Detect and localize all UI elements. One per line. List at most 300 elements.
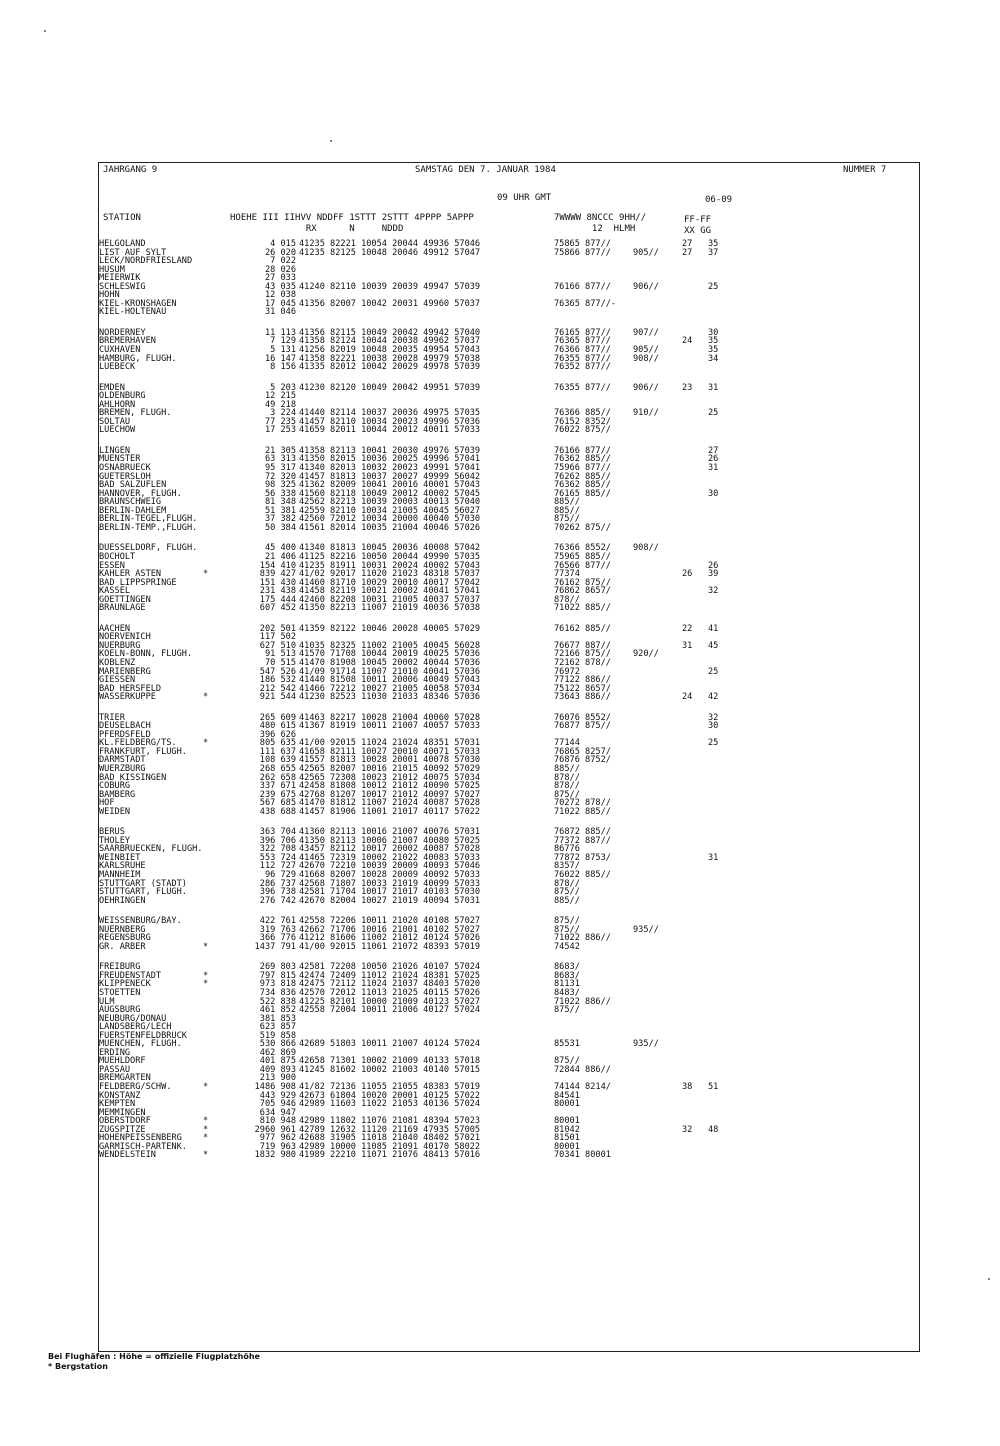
extra-groups: 77872 8753/ bbox=[554, 852, 611, 863]
station-name: DARMSTADT bbox=[99, 755, 146, 766]
synop-column-header: HOEHE III IIHVV NDDFF 1STTT 2STTT 4PPPP 5APPP bbox=[230, 213, 474, 223]
extra-groups: 74542 bbox=[554, 941, 580, 952]
extra-groups: 878// bbox=[554, 878, 580, 889]
synop-groups: 42570 72012 11013 21025 40115 57026 bbox=[299, 988, 481, 999]
wind-ff: 32 bbox=[682, 1124, 693, 1135]
station-name: BOCHOLT bbox=[99, 551, 136, 562]
extra-groups-2: 905// bbox=[633, 345, 659, 356]
extra-groups: 85531 bbox=[554, 1039, 580, 1050]
table-row bbox=[99, 409, 919, 418]
station-name: KOBLENZ bbox=[99, 657, 136, 668]
station-name: FELDBERG/SCHW. bbox=[99, 1082, 172, 1093]
synop-groups: 41659 82011 10044 20012 40011 57033 bbox=[299, 425, 481, 436]
extra-groups: 72844 886// bbox=[554, 1064, 611, 1075]
table-row bbox=[99, 862, 919, 871]
synop-groups: 41340 81813 10045 20036 40008 57042 bbox=[299, 543, 481, 554]
table-row bbox=[99, 524, 919, 533]
wind-gg: 25 bbox=[708, 738, 719, 749]
extra-column-subheader: 12 HLMH bbox=[554, 224, 636, 234]
synop-groups: 41/02 92017 11020 21023 48318 57037 bbox=[299, 569, 481, 580]
extra-groups: 875// bbox=[554, 887, 580, 898]
extra-groups: 878// bbox=[554, 772, 580, 783]
station-name: KL.FELDBERG/TS. bbox=[99, 738, 177, 749]
extra-groups: 80001 bbox=[554, 1099, 580, 1110]
station-name: LUEBECK bbox=[99, 362, 136, 373]
synop-groups: 41570 71708 10044 20019 40025 57036 bbox=[299, 649, 481, 660]
height-station-id: 51 381 bbox=[264, 505, 296, 516]
table-row bbox=[99, 570, 919, 579]
synop-groups: 43457 82112 10017 20002 40087 57028 bbox=[299, 844, 481, 855]
extra-groups: 76677 887// bbox=[554, 640, 611, 651]
wind-gg: 32 bbox=[708, 712, 719, 723]
height-station-id: 7 129 bbox=[270, 336, 296, 347]
extra-groups: 81042 bbox=[554, 1124, 580, 1135]
synop-groups: 41/00 92015 11024 21024 48351 57031 bbox=[299, 738, 481, 749]
table-row bbox=[99, 544, 919, 553]
station-name: MANNHEIM bbox=[99, 870, 141, 880]
station-name: OLDENBURG bbox=[99, 391, 146, 402]
table-row bbox=[99, 604, 919, 613]
station-name: BREMGARTEN bbox=[99, 1073, 151, 1084]
table-row bbox=[99, 998, 919, 1007]
station-name: ESSEN bbox=[99, 560, 125, 571]
wind-gg: 39 bbox=[708, 569, 719, 580]
synop-groups: 41/00 92015 11061 21072 48393 57019 bbox=[299, 941, 481, 952]
mountain-marker: * bbox=[203, 1082, 209, 1093]
extra-groups: 875// bbox=[554, 924, 580, 935]
height-station-id: 443 929 bbox=[259, 1090, 296, 1101]
station-name: ZUGSPITZE bbox=[99, 1124, 146, 1135]
scan-speck bbox=[330, 140, 332, 142]
synop-groups: 41245 81602 10002 21003 40140 57015 bbox=[299, 1064, 481, 1075]
synop-groups: 42789 12632 11120 21169 47935 57005 bbox=[299, 1124, 481, 1135]
height-station-id: 111 637 bbox=[259, 746, 296, 757]
synop-groups: 41440 81508 10011 20006 40049 57043 bbox=[299, 675, 481, 686]
mountain-marker: * bbox=[203, 979, 209, 990]
synop-groups: 41458 82119 10021 20002 40041 57041 bbox=[299, 586, 481, 597]
height-station-id: 3 224 bbox=[270, 408, 296, 419]
extra-groups: 76972 bbox=[554, 666, 580, 677]
scan-speck bbox=[988, 1278, 990, 1280]
table-row bbox=[99, 1143, 919, 1152]
synop-groups: 41235 82125 10048 20046 49912 57047 bbox=[299, 247, 481, 258]
station-name: LINGEN bbox=[99, 445, 131, 456]
extra-groups: 75866 877// bbox=[554, 247, 611, 258]
table-row bbox=[99, 731, 919, 740]
height-station-id: 98 325 bbox=[264, 480, 296, 491]
station-group bbox=[99, 714, 919, 817]
height-station-id: 186 532 bbox=[259, 675, 296, 686]
station-group bbox=[99, 544, 919, 612]
extra-groups: 73643 886// bbox=[554, 692, 611, 703]
table-row bbox=[99, 668, 919, 677]
table-row bbox=[99, 490, 919, 499]
synop-groups: 41457 81906 11001 21017 40117 57022 bbox=[299, 806, 481, 817]
synop-groups: 41557 81813 10028 20001 40078 57030 bbox=[299, 755, 481, 766]
height-station-id: 49 218 bbox=[264, 399, 296, 410]
height-station-id: 634 947 bbox=[259, 1107, 296, 1118]
station-name: FREIBURG bbox=[99, 962, 141, 973]
extra-groups: 77144 bbox=[554, 738, 580, 749]
height-station-id: 553 724 bbox=[259, 852, 296, 863]
height-station-id: 519 858 bbox=[259, 1030, 296, 1041]
station-name: KAHLER ASTEN bbox=[99, 569, 162, 580]
station-name: BAD LIPPSPRINGE bbox=[99, 577, 177, 588]
station-name: WENDELSTEIN bbox=[99, 1150, 156, 1161]
synop-groups: 41358 82124 10044 20038 49962 57037 bbox=[299, 336, 481, 347]
table-row bbox=[99, 756, 919, 765]
observation-time: 09 UHR GMT bbox=[497, 193, 552, 203]
extra-groups: 8683/ bbox=[554, 962, 580, 973]
station-name: BAD HERSFELD bbox=[99, 683, 162, 694]
height-station-id: 607 452 bbox=[259, 603, 296, 614]
height-station-id: 95 317 bbox=[264, 463, 296, 474]
synop-groups: 41440 82114 10037 20036 49975 57035 bbox=[299, 408, 481, 419]
table-row bbox=[99, 249, 919, 258]
wind-gg: 30 bbox=[708, 721, 719, 732]
table-row bbox=[99, 300, 919, 309]
footnotes bbox=[48, 1352, 260, 1372]
synop-groups: 42989 11802 11076 21081 48394 57023 bbox=[299, 1116, 481, 1127]
height-station-id: 381 853 bbox=[259, 1013, 296, 1024]
synop-groups: 41350 82113 10006 21007 40080 57025 bbox=[299, 835, 481, 846]
synop-groups: 42670 72210 10039 20009 40093 57046 bbox=[299, 861, 481, 872]
table-row bbox=[99, 1057, 919, 1066]
wind-gg: 30 bbox=[708, 327, 719, 338]
height-station-id: 112 727 bbox=[259, 861, 296, 872]
station-name: ERDING bbox=[99, 1047, 131, 1058]
table-row bbox=[99, 1117, 919, 1126]
extra-groups: 75966 877// bbox=[554, 463, 611, 474]
height-station-id: 977 962 bbox=[259, 1133, 296, 1144]
extra-groups: 75865 877// bbox=[554, 239, 611, 249]
height-station-id: 7 022 bbox=[270, 256, 296, 267]
station-group bbox=[99, 625, 919, 702]
station-name: WEIDEN bbox=[99, 806, 131, 817]
table-row bbox=[99, 498, 919, 507]
station-name: WEISSENBURG/BAY. bbox=[99, 916, 182, 927]
extra-groups: 84541 bbox=[554, 1090, 580, 1101]
station-name: FUERSTENFELDBRUCK bbox=[99, 1030, 187, 1041]
extra-groups: 80001 bbox=[554, 1116, 580, 1127]
synop-groups: 42658 71301 10002 21009 40133 57018 bbox=[299, 1056, 481, 1067]
mountain-marker: * bbox=[203, 970, 209, 981]
table-row bbox=[99, 346, 919, 355]
extra-groups: 76152 8352/ bbox=[554, 416, 611, 427]
mountain-marker: * bbox=[203, 1150, 209, 1161]
wind-ff: 27 bbox=[682, 239, 693, 249]
table-row bbox=[99, 587, 919, 596]
wind-gg: 25 bbox=[708, 281, 719, 292]
wind-gg: 31 bbox=[708, 463, 719, 474]
table-row bbox=[99, 854, 919, 863]
extra-groups: 76877 875// bbox=[554, 721, 611, 732]
height-station-id: 810 948 bbox=[259, 1116, 296, 1127]
wind-gg: 42 bbox=[708, 692, 719, 703]
station-name: WASSERKUPPE bbox=[99, 692, 156, 703]
station-name: MEMMINGEN bbox=[99, 1107, 146, 1118]
extra-groups: 70341 80001 bbox=[554, 1150, 611, 1161]
synop-groups: 42670 82004 10027 21019 40094 57031 bbox=[299, 895, 481, 906]
station-name: STOETTEN bbox=[99, 988, 141, 999]
synop-groups: 42768 81207 10017 21012 40097 57027 bbox=[299, 789, 481, 800]
station-name: FRANKFURT, FLUGH. bbox=[99, 746, 187, 757]
table-row bbox=[99, 426, 919, 435]
mountain-marker: * bbox=[203, 692, 209, 703]
table-row bbox=[99, 291, 919, 300]
table-row bbox=[99, 917, 919, 926]
synop-groups: 42581 71704 10017 21017 40103 57030 bbox=[299, 887, 481, 898]
height-station-id: 530 866 bbox=[259, 1039, 296, 1050]
table-row bbox=[99, 926, 919, 935]
station-name: OSNABRUECK bbox=[99, 463, 151, 474]
synop-groups: 41125 82216 10050 20044 49990 57035 bbox=[299, 551, 481, 562]
station-name: STUTTGART (STADT) bbox=[99, 878, 187, 889]
extra-groups: 71022 886// bbox=[554, 996, 611, 1007]
height-station-id: 2960 961 bbox=[254, 1124, 296, 1135]
height-station-id: 337 671 bbox=[259, 781, 296, 792]
height-station-id: 921 544 bbox=[259, 692, 296, 703]
extra-groups: 71022 886// bbox=[554, 933, 611, 944]
extra-column-header: 7WWWW 8NCCC 9HH// bbox=[554, 213, 647, 223]
extra-groups: 76365 877// bbox=[554, 336, 611, 347]
extra-groups-2: 906// bbox=[633, 382, 659, 393]
station-name: HANNOVER, FLUGH. bbox=[99, 488, 182, 499]
table-row bbox=[99, 676, 919, 685]
wind-gg: 31 bbox=[708, 382, 719, 393]
station-name: NORDERNEY bbox=[99, 327, 146, 338]
table-row bbox=[99, 308, 919, 317]
station-name: MEIERWIK bbox=[99, 273, 141, 284]
height-station-id: 797 815 bbox=[259, 970, 296, 981]
synop-groups: 41358 82113 10041 20030 49976 57039 bbox=[299, 445, 481, 456]
height-station-id: 231 438 bbox=[259, 586, 296, 597]
table-row bbox=[99, 329, 919, 338]
station-group bbox=[99, 447, 919, 532]
height-station-id: 239 675 bbox=[259, 789, 296, 800]
synop-groups: 41457 81813 10037 20027 49999 56042 bbox=[299, 471, 481, 482]
table-row bbox=[99, 579, 919, 588]
synop-groups: 41212 81606 11002 21012 40124 57026 bbox=[299, 933, 481, 944]
extra-groups: 875// bbox=[554, 1056, 580, 1067]
wind-ff: 23 bbox=[682, 382, 693, 393]
station-name: KONSTANZ bbox=[99, 1090, 141, 1101]
extra-groups: 76865 8257/ bbox=[554, 746, 611, 757]
synop-groups: 42673 61804 10020 20001 40125 57022 bbox=[299, 1090, 481, 1101]
synop-groups: 42689 51803 10011 21007 40124 57024 bbox=[299, 1039, 481, 1050]
station-name: KEMPTEN bbox=[99, 1099, 136, 1110]
height-station-id: 17 045 bbox=[264, 298, 296, 309]
station-name: DEUSELBACH bbox=[99, 721, 151, 732]
extra-groups: 76076 8552/ bbox=[554, 712, 611, 723]
station-name: KOELN-BONN, FLUGH. bbox=[99, 649, 193, 660]
synop-groups: 42565 72308 10023 21012 40075 57034 bbox=[299, 772, 481, 783]
station-group bbox=[99, 329, 919, 372]
footnote-mountain: * Bergstation bbox=[48, 1362, 108, 1371]
station-name: NUERBURG bbox=[99, 640, 141, 651]
station-name: EMDEN bbox=[99, 382, 125, 393]
table-row bbox=[99, 650, 919, 659]
station-group bbox=[99, 917, 919, 951]
height-station-id: 4 015 bbox=[270, 239, 296, 249]
height-station-id: 17 253 bbox=[264, 425, 296, 436]
synop-groups: 41356 82115 10049 20042 49942 57040 bbox=[299, 327, 481, 338]
station-name: HELGOLAND bbox=[99, 239, 146, 249]
synop-groups: 42560 72012 10034 20000 40040 57030 bbox=[299, 514, 481, 525]
table-row bbox=[99, 659, 919, 668]
extra-groups-2: 935// bbox=[633, 924, 659, 935]
extra-groups: 70272 878// bbox=[554, 798, 611, 809]
station-group bbox=[99, 384, 919, 435]
height-station-id: 462 869 bbox=[259, 1047, 296, 1058]
extra-groups: 878// bbox=[554, 781, 580, 792]
height-station-id: 839 427 bbox=[259, 569, 296, 580]
wind-gg: 35 bbox=[708, 336, 719, 347]
station-name: LUECHOW bbox=[99, 425, 136, 436]
table-row bbox=[99, 714, 919, 723]
height-station-id: 12 215 bbox=[264, 391, 296, 402]
station-name: PASSAU bbox=[99, 1064, 131, 1075]
extra-groups: 77122 886// bbox=[554, 675, 611, 686]
station-name: BRAUNSCHWEIG bbox=[99, 497, 162, 508]
table-row bbox=[99, 562, 919, 571]
wind-gg: 35 bbox=[708, 345, 719, 356]
station-group bbox=[99, 963, 919, 1160]
table-row bbox=[99, 989, 919, 998]
extra-groups: 81501 bbox=[554, 1133, 580, 1144]
synop-groups: 42562 82213 10039 20003 40013 57040 bbox=[299, 497, 481, 508]
station-name: AUGSBURG bbox=[99, 1005, 141, 1016]
extra-groups: 76022 885// bbox=[554, 870, 611, 880]
table-row bbox=[99, 1049, 919, 1058]
station-name: KARLSRUHE bbox=[99, 861, 146, 872]
extra-groups: 76365 877//- bbox=[554, 298, 617, 309]
wind-gg: 25 bbox=[708, 408, 719, 419]
height-station-id: 117 502 bbox=[259, 632, 296, 643]
extra-groups: 76162 875// bbox=[554, 577, 611, 588]
table-row bbox=[99, 934, 919, 943]
station-name: HUSUM bbox=[99, 264, 125, 275]
station-table bbox=[99, 240, 919, 1172]
station-name: KIEL-KRONSHAGEN bbox=[99, 298, 177, 309]
extra-groups: 878// bbox=[554, 594, 580, 605]
synop-groups: 42565 82007 10016 21015 40092 57029 bbox=[299, 763, 481, 774]
height-station-id: 276 742 bbox=[259, 895, 296, 906]
table-row bbox=[99, 845, 919, 854]
station-name: BREMERHAVEN bbox=[99, 336, 156, 347]
table-row bbox=[99, 1126, 919, 1135]
table-row bbox=[99, 980, 919, 989]
synop-groups: 41561 82014 10035 21004 40046 57026 bbox=[299, 522, 481, 533]
synop-groups: 41230 82523 11030 21033 48346 57036 bbox=[299, 692, 481, 703]
height-station-id: 269 803 bbox=[259, 962, 296, 973]
station-group bbox=[99, 828, 919, 905]
table-row bbox=[99, 257, 919, 266]
wind-gg: 41 bbox=[708, 623, 719, 634]
height-station-id: 567 685 bbox=[259, 798, 296, 809]
height-station-id: 265 609 bbox=[259, 712, 296, 723]
wind-gg: 26 bbox=[708, 560, 719, 571]
station-name: GR. ARBER bbox=[99, 941, 146, 952]
height-station-id: 72 320 bbox=[264, 471, 296, 482]
extra-groups-2: 907// bbox=[633, 327, 659, 338]
station-name: STUTTGART, FLUGH. bbox=[99, 887, 187, 898]
extra-groups: 875// bbox=[554, 789, 580, 800]
synop-groups: 42989 10000 11085 21091 40170 58022 bbox=[299, 1141, 481, 1152]
height-station-id: 522 838 bbox=[259, 996, 296, 1007]
synop-groups: 42989 11603 11022 21053 40136 57024 bbox=[299, 1099, 481, 1110]
station-name: BERLIN-TEMP.,FLUGH. bbox=[99, 522, 198, 533]
table-row bbox=[99, 748, 919, 757]
height-station-id: 480 615 bbox=[259, 721, 296, 732]
table-row bbox=[99, 1092, 919, 1101]
table-row bbox=[99, 722, 919, 731]
synop-groups: 42688 31905 11018 21040 48402 57021 bbox=[299, 1133, 481, 1144]
height-station-id: 12 038 bbox=[264, 290, 296, 301]
height-station-id: 28 026 bbox=[264, 264, 296, 275]
extra-groups: 76166 877// bbox=[554, 281, 611, 292]
synop-groups: 41463 82217 10028 21004 40060 57028 bbox=[299, 712, 481, 723]
height-station-id: 1832 980 bbox=[254, 1150, 296, 1161]
height-station-id: 16 147 bbox=[264, 353, 296, 364]
height-station-id: 77 235 bbox=[264, 416, 296, 427]
extra-groups: 875// bbox=[554, 1005, 580, 1016]
extra-groups: 81131 bbox=[554, 979, 580, 990]
table-row bbox=[99, 871, 919, 880]
station-name: KLIPPENECK bbox=[99, 979, 151, 990]
station-name: REGENSBURG bbox=[99, 933, 151, 944]
station-name: ULM bbox=[99, 996, 115, 1007]
table-row bbox=[99, 642, 919, 651]
height-station-id: 396 706 bbox=[259, 835, 296, 846]
station-column-header: STATION bbox=[103, 213, 141, 223]
table-row bbox=[99, 1151, 919, 1160]
table-row bbox=[99, 392, 919, 401]
wind-ff: 31 bbox=[682, 640, 693, 651]
station-name: COBURG bbox=[99, 781, 131, 792]
extra-groups: 885// bbox=[554, 895, 580, 906]
station-name: HAMBURG, FLUGH. bbox=[99, 353, 177, 364]
synop-groups: 42460 82208 10031 21005 40037 57037 bbox=[299, 594, 481, 605]
station-name: SCHLESWIG bbox=[99, 281, 146, 292]
extra-groups: 76366 8552/ bbox=[554, 543, 611, 554]
extra-groups: 76362 885// bbox=[554, 480, 611, 491]
synop-groups: 41360 82113 10016 21007 40076 57031 bbox=[299, 827, 481, 838]
height-station-id: 322 708 bbox=[259, 844, 296, 855]
height-station-id: 202 501 bbox=[259, 623, 296, 634]
station-name: HOHN bbox=[99, 290, 120, 301]
height-station-id: 1437 791 bbox=[254, 941, 296, 952]
extra-groups: 76366 877// bbox=[554, 345, 611, 356]
table-row bbox=[99, 765, 919, 774]
height-station-id: 461 852 bbox=[259, 1005, 296, 1016]
height-station-id: 5 203 bbox=[270, 382, 296, 393]
table-row bbox=[99, 837, 919, 846]
synop-groups: 41989 22210 11071 21076 48413 57016 bbox=[299, 1150, 481, 1161]
table-row bbox=[99, 447, 919, 456]
synop-groups: 41367 81919 10011 21007 40057 57033 bbox=[299, 721, 481, 732]
extra-groups: 76352 877// bbox=[554, 362, 611, 373]
wind-gg: 34 bbox=[708, 353, 719, 364]
extra-groups: 76262 885// bbox=[554, 471, 611, 482]
station-name: LANDSBERG/LECH bbox=[99, 1022, 172, 1033]
synop-groups: 42662 71706 10016 21001 40102 57027 bbox=[299, 924, 481, 935]
station-name: GARMISCH-PARTENK. bbox=[99, 1141, 187, 1152]
table-row bbox=[99, 1074, 919, 1083]
extra-groups: 76566 877// bbox=[554, 560, 611, 571]
synop-groups: 41358 82221 10038 20028 49979 57038 bbox=[299, 353, 481, 364]
station-name: LECK/NORDFRIESLAND bbox=[99, 256, 193, 267]
